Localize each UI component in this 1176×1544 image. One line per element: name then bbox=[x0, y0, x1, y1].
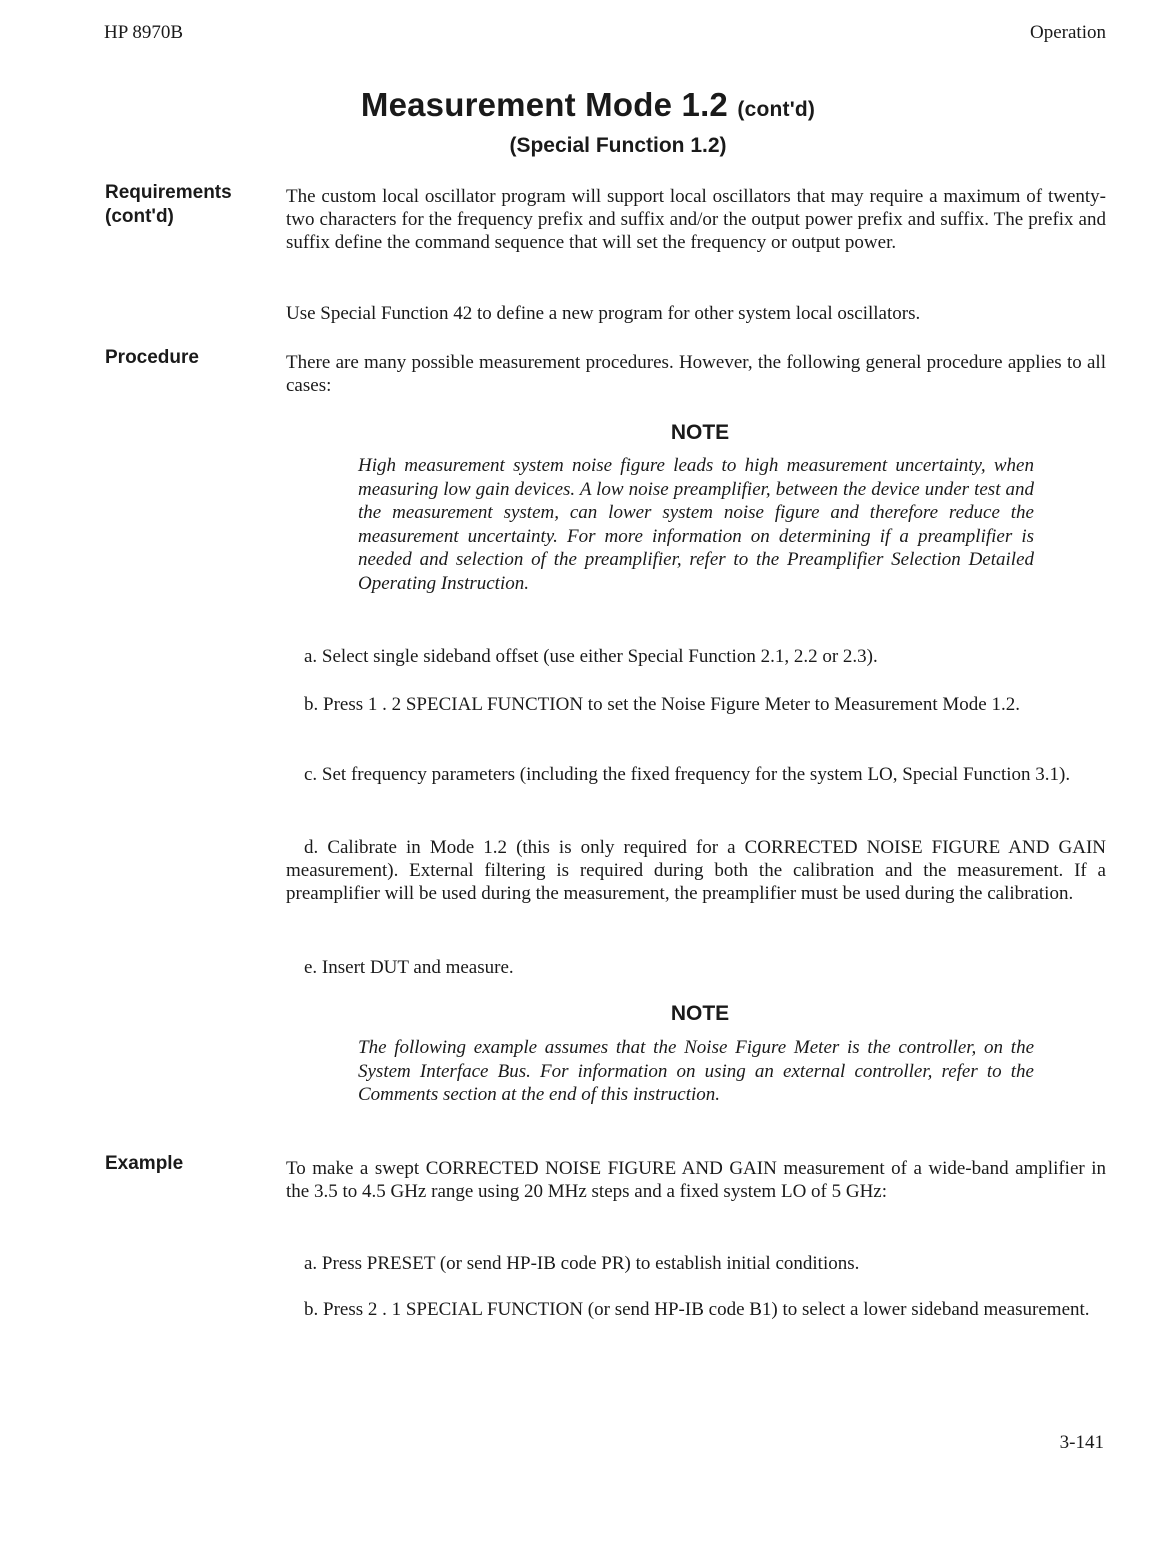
header-model: HP 8970B bbox=[104, 22, 184, 43]
example-step-a: a. Press PRESET (or send HP-IB code PR) to establish initial conditions. bbox=[304, 1253, 860, 1274]
header-section: Operation bbox=[1030, 22, 1106, 43]
note-heading-2: NOTE bbox=[670, 1002, 730, 1025]
page-title-contd: (cont'd) bbox=[737, 98, 816, 121]
requirements-label-line1: Requirements bbox=[105, 182, 232, 203]
requirements-label-line2: (cont'd) bbox=[105, 206, 174, 227]
procedure-step-c: c. Set frequency parameters (including the fixed frequency for the system LO, Special Function 3.1). bbox=[304, 764, 1071, 785]
procedure-label: Procedure bbox=[105, 347, 199, 368]
page-subtitle: (Special Function 1.2) bbox=[509, 134, 727, 157]
procedure-intro: There are many possible measurement procedures. However, the following general procedure applies to all cases: bbox=[286, 352, 1106, 396]
page-title bbox=[0, 86, 1176, 124]
requirements-paragraph-2: Use Special Function 42 to define a new program for other system local oscillators. bbox=[286, 303, 921, 324]
requirements-label bbox=[105, 181, 232, 229]
requirements-paragraph-1: The custom local oscillator program will support local oscillators that may require a maximum of twenty-two characters for the frequency prefix and suffix and/or the output power prefix and suffix. The prefix and suffix define the command sequence that will set the frequency or output power. bbox=[286, 186, 1106, 253]
page-title-main: Measurement Mode 1.2 bbox=[360, 86, 728, 123]
procedure-step-e: e. Insert DUT and measure. bbox=[304, 957, 514, 978]
example-step-b: b. Press 2 . 1 SPECIAL FUNCTION (or send HP-IB code B1) to select a lower sideband measurement. bbox=[304, 1299, 1090, 1320]
procedure-step-d: d. Calibrate in Mode 1.2 (this is only required for a CORRECTED NOISE FIGURE AND GAIN measurement). External filtering is required during both the calibration and the measurement. If a preamplifier will be used during the measurement, the preamplifier must be used during the calibration. bbox=[286, 837, 1106, 904]
procedure-step-a: a. Select single sideband offset (use either Special Function 2.1, 2.2 or 2.3). bbox=[304, 646, 878, 667]
procedure-step-b: b. Press 1 . 2 SPECIAL FUNCTION to set the Noise Figure Meter to Measurement Mode 1.2. bbox=[304, 694, 1020, 715]
note-heading-1: NOTE bbox=[670, 421, 730, 444]
page-number: 3-141 bbox=[1059, 1432, 1104, 1453]
example-intro: To make a swept CORRECTED NOISE FIGURE AND GAIN measurement of a wide-band amplifier in the 3.5 to 4.5 GHz range using 20 MHz steps and a fixed system LO of 5 GHz: bbox=[286, 1158, 1106, 1202]
note-text-2: The following example assumes that the Noise Figure Meter is the controller, on the System Interface Bus. For information on using an external controller, refer to the Comments section at the end of this instruction. bbox=[358, 1037, 1034, 1105]
note-text-1: High measurement system noise figure leads to high measurement uncertainty, when measuring low gain devices. A low noise preamplifier, between the device under test and the measurement system, can lower system noise figure and therefore reduce the measurement uncertainty. For more information on determining if a preamplifier is needed and selection of the preamplifier, refer to the Preamplifier Selection Detailed Operating Instruction. bbox=[358, 455, 1034, 594]
example-label: Example bbox=[105, 1153, 184, 1174]
